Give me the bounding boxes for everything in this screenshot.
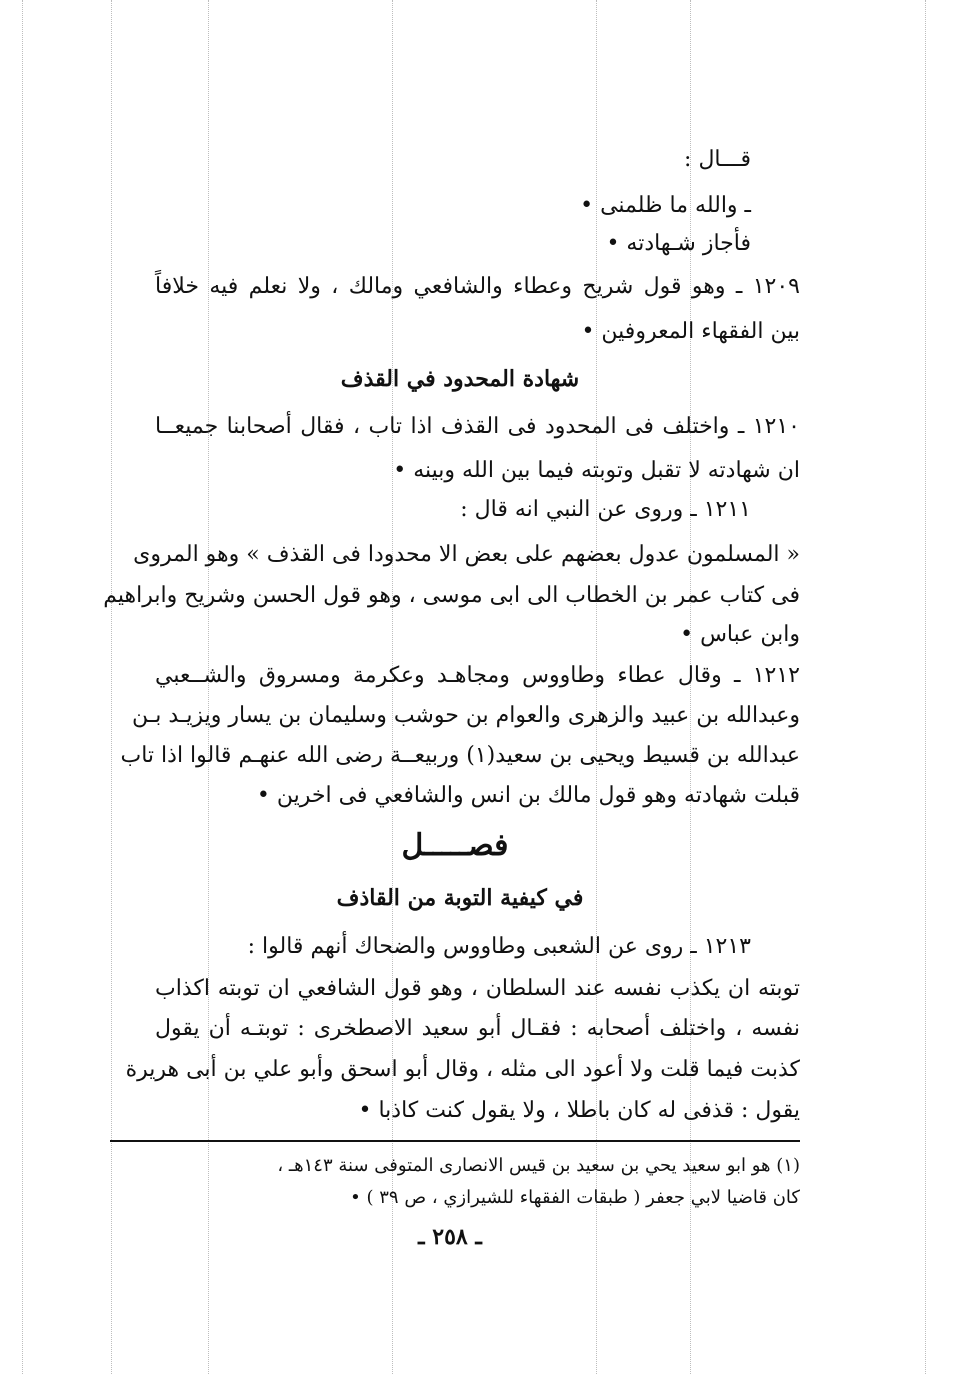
paragraph-1212-line: وعبدالله بن عبيد والزهرى والعوام بن حوشب وسليمان بن يسار ويزيـد بـن (132, 703, 800, 728)
section-heading: في كيفية التوبة من القاذف (336, 885, 584, 911)
text-line: ـ والله ما ظلمنى • (580, 193, 751, 218)
text-line: قـــال : (684, 147, 751, 172)
section-heading: شهادة المحدود في القذف (340, 366, 580, 392)
paragraph-1210-line: ان شهادته لا تقبل وتوبته فيما بين الله وبينه • (393, 458, 800, 483)
scan-guide-line (925, 0, 926, 1374)
chapter-heading: فصـــــل (401, 828, 509, 863)
paragraph-1213-line: كذبت فيما قلت ولا أعود الى مثله ، وقال أبو اسحق وأبو علي بن أبى هريرة (125, 1057, 800, 1082)
paragraph-1212-line: ١٢١٢ ـ وقال عطاء وطاووس ومجاهـد وعكرمة ومسروق والشــعبي (155, 663, 800, 688)
paragraph-1212-line: عبدالله بن قسيط ويحيى بن سعيد(١) وربيعــة رضى الله عنهـم قالوا اذا تاب (120, 743, 800, 768)
text-line: فأجاز شـهادته • (606, 231, 751, 256)
paragraph-1213-line: نفسه ، واختلف أصحابه : فقـال أبو سعيد الاصطخرى : توبتـه أن يقول (155, 1016, 800, 1041)
footnote-rule (110, 1140, 800, 1142)
paragraph-1211-line: « المسلمون عدول بعضهم على بعض الا محدودا فى القذف » وهو المروى (133, 542, 800, 567)
paragraph-1211-line: وابن عباس • (680, 622, 800, 647)
paragraph-1212-line: قبلت شهادته وهو قول مالك بن انس والشافعي فى اخرين • (256, 783, 800, 808)
scan-guide-line (111, 0, 112, 1374)
paragraph-1211-line: فى كتاب عمر بن الخطاب الى ابى موسى ، وهو قول الحسن وشريح وابراهيم (103, 583, 800, 608)
paragraph-1213-line: ١٢١٣ ـ روى عن الشعبى وطاووس والضحاك أنهم قالوا : (247, 934, 751, 959)
page-number: ـ ٢٥٨ ـ (418, 1224, 482, 1250)
footnote-line: كان قاضيا لابي جعفر ( طبقات الفقهاء للشيرازي ، ص ٣٩ ) • (350, 1187, 800, 1208)
paragraph-1209-line: بين الفقهاء المعروفين • (581, 319, 800, 344)
scan-guide-line (22, 0, 23, 1374)
paragraph-1209-line: ١٢٠٩ ـ وهو قول شريح وعطاء والشافعي ومالك ، ولا نعلم فيه خلافاً (155, 274, 800, 299)
paragraph-1213-line: يقول : قذفى له كان باطلا ، ولا يقول كنت كاذبا • (358, 1098, 800, 1123)
footnote-line: (١) هو ابو سعيد يحي بن سعيد بن قيس الانصارى المتوفى سنة ١٤٣هـ ، (277, 1155, 800, 1176)
paragraph-1210-line: ١٢١٠ ـ واختلف فى المحدود فى القذف اذا تاب ، فقال أصحابنا جميعــا (155, 414, 800, 439)
paragraph-1211-line: ١٢١١ ـ وروى عن النبي انه قال : (460, 497, 751, 522)
paragraph-1213-line: توبته ان يكذب نفسه عند السلطان ، وهو قول الشافعي ان توبته اكذاب (155, 976, 800, 1001)
